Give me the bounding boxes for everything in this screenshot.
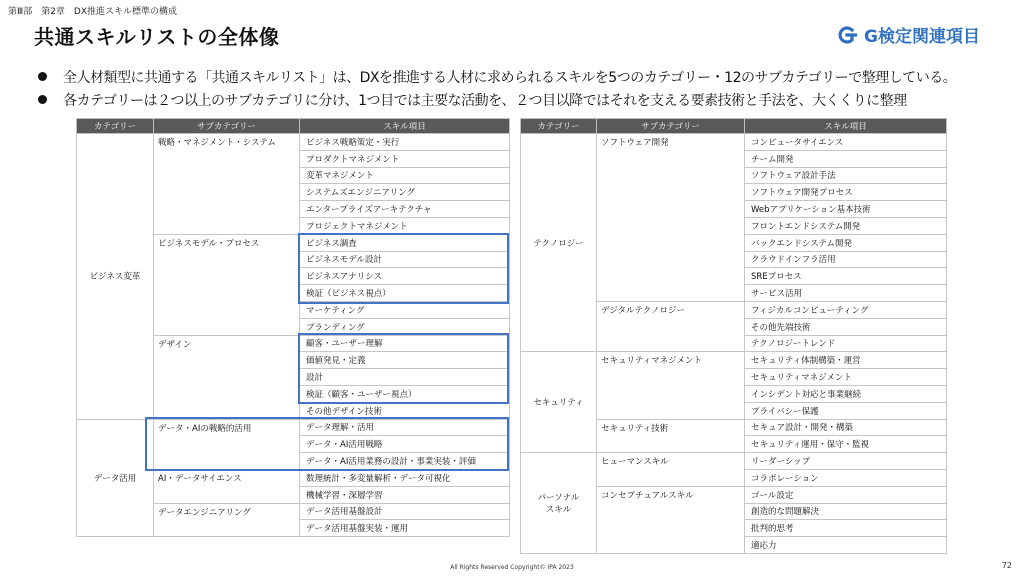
subcategory-cell: セキュリティ技術 (597, 419, 745, 453)
skill-cell: システムズエンジニアリング (300, 184, 510, 201)
skill-table-left (76, 118, 510, 537)
skill-cell: その他デザイン技術 (300, 402, 510, 419)
skill-cell: サービス活用 (745, 285, 947, 302)
subcategory-cell: コンセプチュアルスキル (597, 486, 745, 553)
bullet-list (38, 65, 1013, 111)
skill-cell: ビジネスモデル設計 (300, 251, 510, 268)
table-row (77, 134, 510, 151)
skill-cell: コラボレーション (745, 469, 947, 486)
category-cell: パーソナル スキル (521, 453, 597, 554)
header-skill: スキル項目 (745, 119, 947, 134)
skill-cell: バックエンドシステム開発 (745, 234, 947, 251)
subcategory-cell: ソフトウェア開発 (597, 134, 745, 302)
g-kentei-label: G検定関連項目 (864, 27, 980, 47)
subcategory-cell: データ・AIの戦略的活用 (154, 419, 300, 469)
skill-cell: 数理統計・多変量解析・データ可視化 (300, 469, 510, 486)
skill-cell: コンピュータサイエンス (745, 134, 947, 151)
footer-copyright: All Rights Reserved Copyright© IPA 2023 (450, 564, 574, 571)
skill-cell: その他先端技術 (745, 318, 947, 335)
table-header-row (521, 119, 947, 134)
subcategory-cell: ヒューマンスキル (597, 453, 745, 487)
skill-cell: データ活用基盤設計 (300, 503, 510, 520)
skill-cell: データ・AI活用業務の設計・事業実装・評価 (300, 453, 510, 470)
skill-cell: ブランディング (300, 318, 510, 335)
subcategory-cell: セキュリティマネジメント (597, 352, 745, 419)
skill-cell: 検証（顧客・ユーザー視点） (300, 385, 510, 402)
category-cell: データ活用 (77, 419, 154, 537)
subcategory-cell: ビジネスモデル・プロセス (154, 234, 300, 335)
category-cell: セキュリティ (521, 352, 597, 453)
skill-cell: リーダーシップ (745, 453, 947, 470)
skill-cell: 検証（ビジネス視点） (300, 285, 510, 302)
subcategory-cell: 戦略・マネジメント・システム (154, 134, 300, 235)
header-subcategory: サブカテゴリー (597, 119, 745, 134)
skill-cell: セキュア設計・開発・構築 (745, 419, 947, 436)
skill-cell: 顧客・ユーザー理解 (300, 335, 510, 352)
category-cell: ビジネス変革 (77, 134, 154, 420)
skill-cell: 変革マネジメント (300, 167, 510, 184)
subcategory-cell: AI・データサイエンス (154, 469, 300, 503)
skill-cell: ビジネス戦略策定・実行 (300, 134, 510, 151)
skill-cell: プロジェクトマネジメント (300, 217, 510, 234)
skill-cell: SREプロセス (745, 268, 947, 285)
skill-cell: データ・AI活用戦略 (300, 436, 510, 453)
skill-table-right (520, 118, 947, 554)
breadcrumb: 第Ⅲ部 第2章 DX推進スキル標準の構成 (8, 7, 177, 17)
header-category: カテゴリー (77, 119, 154, 134)
skill-cell: ソフトウェア開発プロセス (745, 184, 947, 201)
skill-cell: セキュリティ体制構築・運営 (745, 352, 947, 369)
skill-cell: データ理解・活用 (300, 419, 510, 436)
bullet-dot-icon (38, 72, 47, 81)
bullet-item (38, 65, 1013, 88)
skill-cell: テクノロジートレンド (745, 335, 947, 352)
category-cell: テクノロジー (521, 134, 597, 352)
skill-cell: ビジネス調査 (300, 234, 510, 251)
skill-cell: フィジカルコンピューティング (745, 301, 947, 318)
header-category: カテゴリー (521, 119, 597, 134)
skill-cell: ビジネスアナリシス (300, 268, 510, 285)
skill-cell: 創造的な問題解決 (745, 503, 947, 520)
subcategory-cell: デジタルテクノロジー (597, 301, 745, 351)
table-row (521, 352, 947, 369)
skill-cell: データ活用基盤実装・運用 (300, 520, 510, 537)
skill-cell: 価値発見・定義 (300, 352, 510, 369)
bullet-text: 各カテゴリーは２つ以上のサブカテゴリに分け、1つ目では主要な活動を、２つ目以降ではそれを支える要素技術と手法を、大くくりに整理 (63, 92, 907, 109)
header-subcategory: サブカテゴリー (154, 119, 300, 134)
skill-cell: プライバシー保護 (745, 402, 947, 419)
skill-cell: チーム開発 (745, 150, 947, 167)
skill-cell: ゴール設定 (745, 486, 947, 503)
skill-cell: マーケティング (300, 301, 510, 318)
g-mark-icon (836, 25, 858, 45)
left-table-body (77, 134, 510, 537)
skill-cell: クラウドインフラ活用 (745, 251, 947, 268)
right-table-body (521, 134, 947, 554)
skill-cell: 批判的思考 (745, 520, 947, 537)
header-skill: スキル項目 (300, 119, 510, 134)
table-header-row (77, 119, 510, 134)
page-number: 72 (1001, 561, 1012, 570)
skill-cell: 適応力 (745, 537, 947, 554)
skill-cell: インシデント対応と事業継続 (745, 385, 947, 402)
skill-cell: フロントエンドシステム開発 (745, 217, 947, 234)
subcategory-cell: デザイン (154, 335, 300, 419)
table-row (521, 453, 947, 470)
bullet-text: 全人材類型に共通する「共通スキルリスト」は、DXを推進する人材に求められるスキルを5つのカテゴリー・12のサブカテゴリーで整理している。 (63, 69, 957, 86)
skill-cell: エンタープライズアーキテクチャ (300, 201, 510, 218)
subcategory-cell: データエンジニアリング (154, 503, 300, 537)
skill-cell: セキュリティ運用・保守・監視 (745, 436, 947, 453)
skill-cell: 設計 (300, 369, 510, 386)
skill-cell: プロダクトマネジメント (300, 150, 510, 167)
skill-cell: セキュリティマネジメント (745, 369, 947, 386)
table-row (521, 134, 947, 151)
bullet-dot-icon (38, 95, 47, 104)
bullet-item (38, 88, 1013, 111)
skill-cell: 機械学習・深層学習 (300, 486, 510, 503)
skill-cell: Webアプリケーション基本技術 (745, 201, 947, 218)
skill-cell: ソフトウェア設計手法 (745, 167, 947, 184)
table-row (77, 419, 510, 436)
page-title: 共通スキルリストの全体像 (34, 25, 280, 49)
g-kentei-tag (836, 22, 980, 47)
